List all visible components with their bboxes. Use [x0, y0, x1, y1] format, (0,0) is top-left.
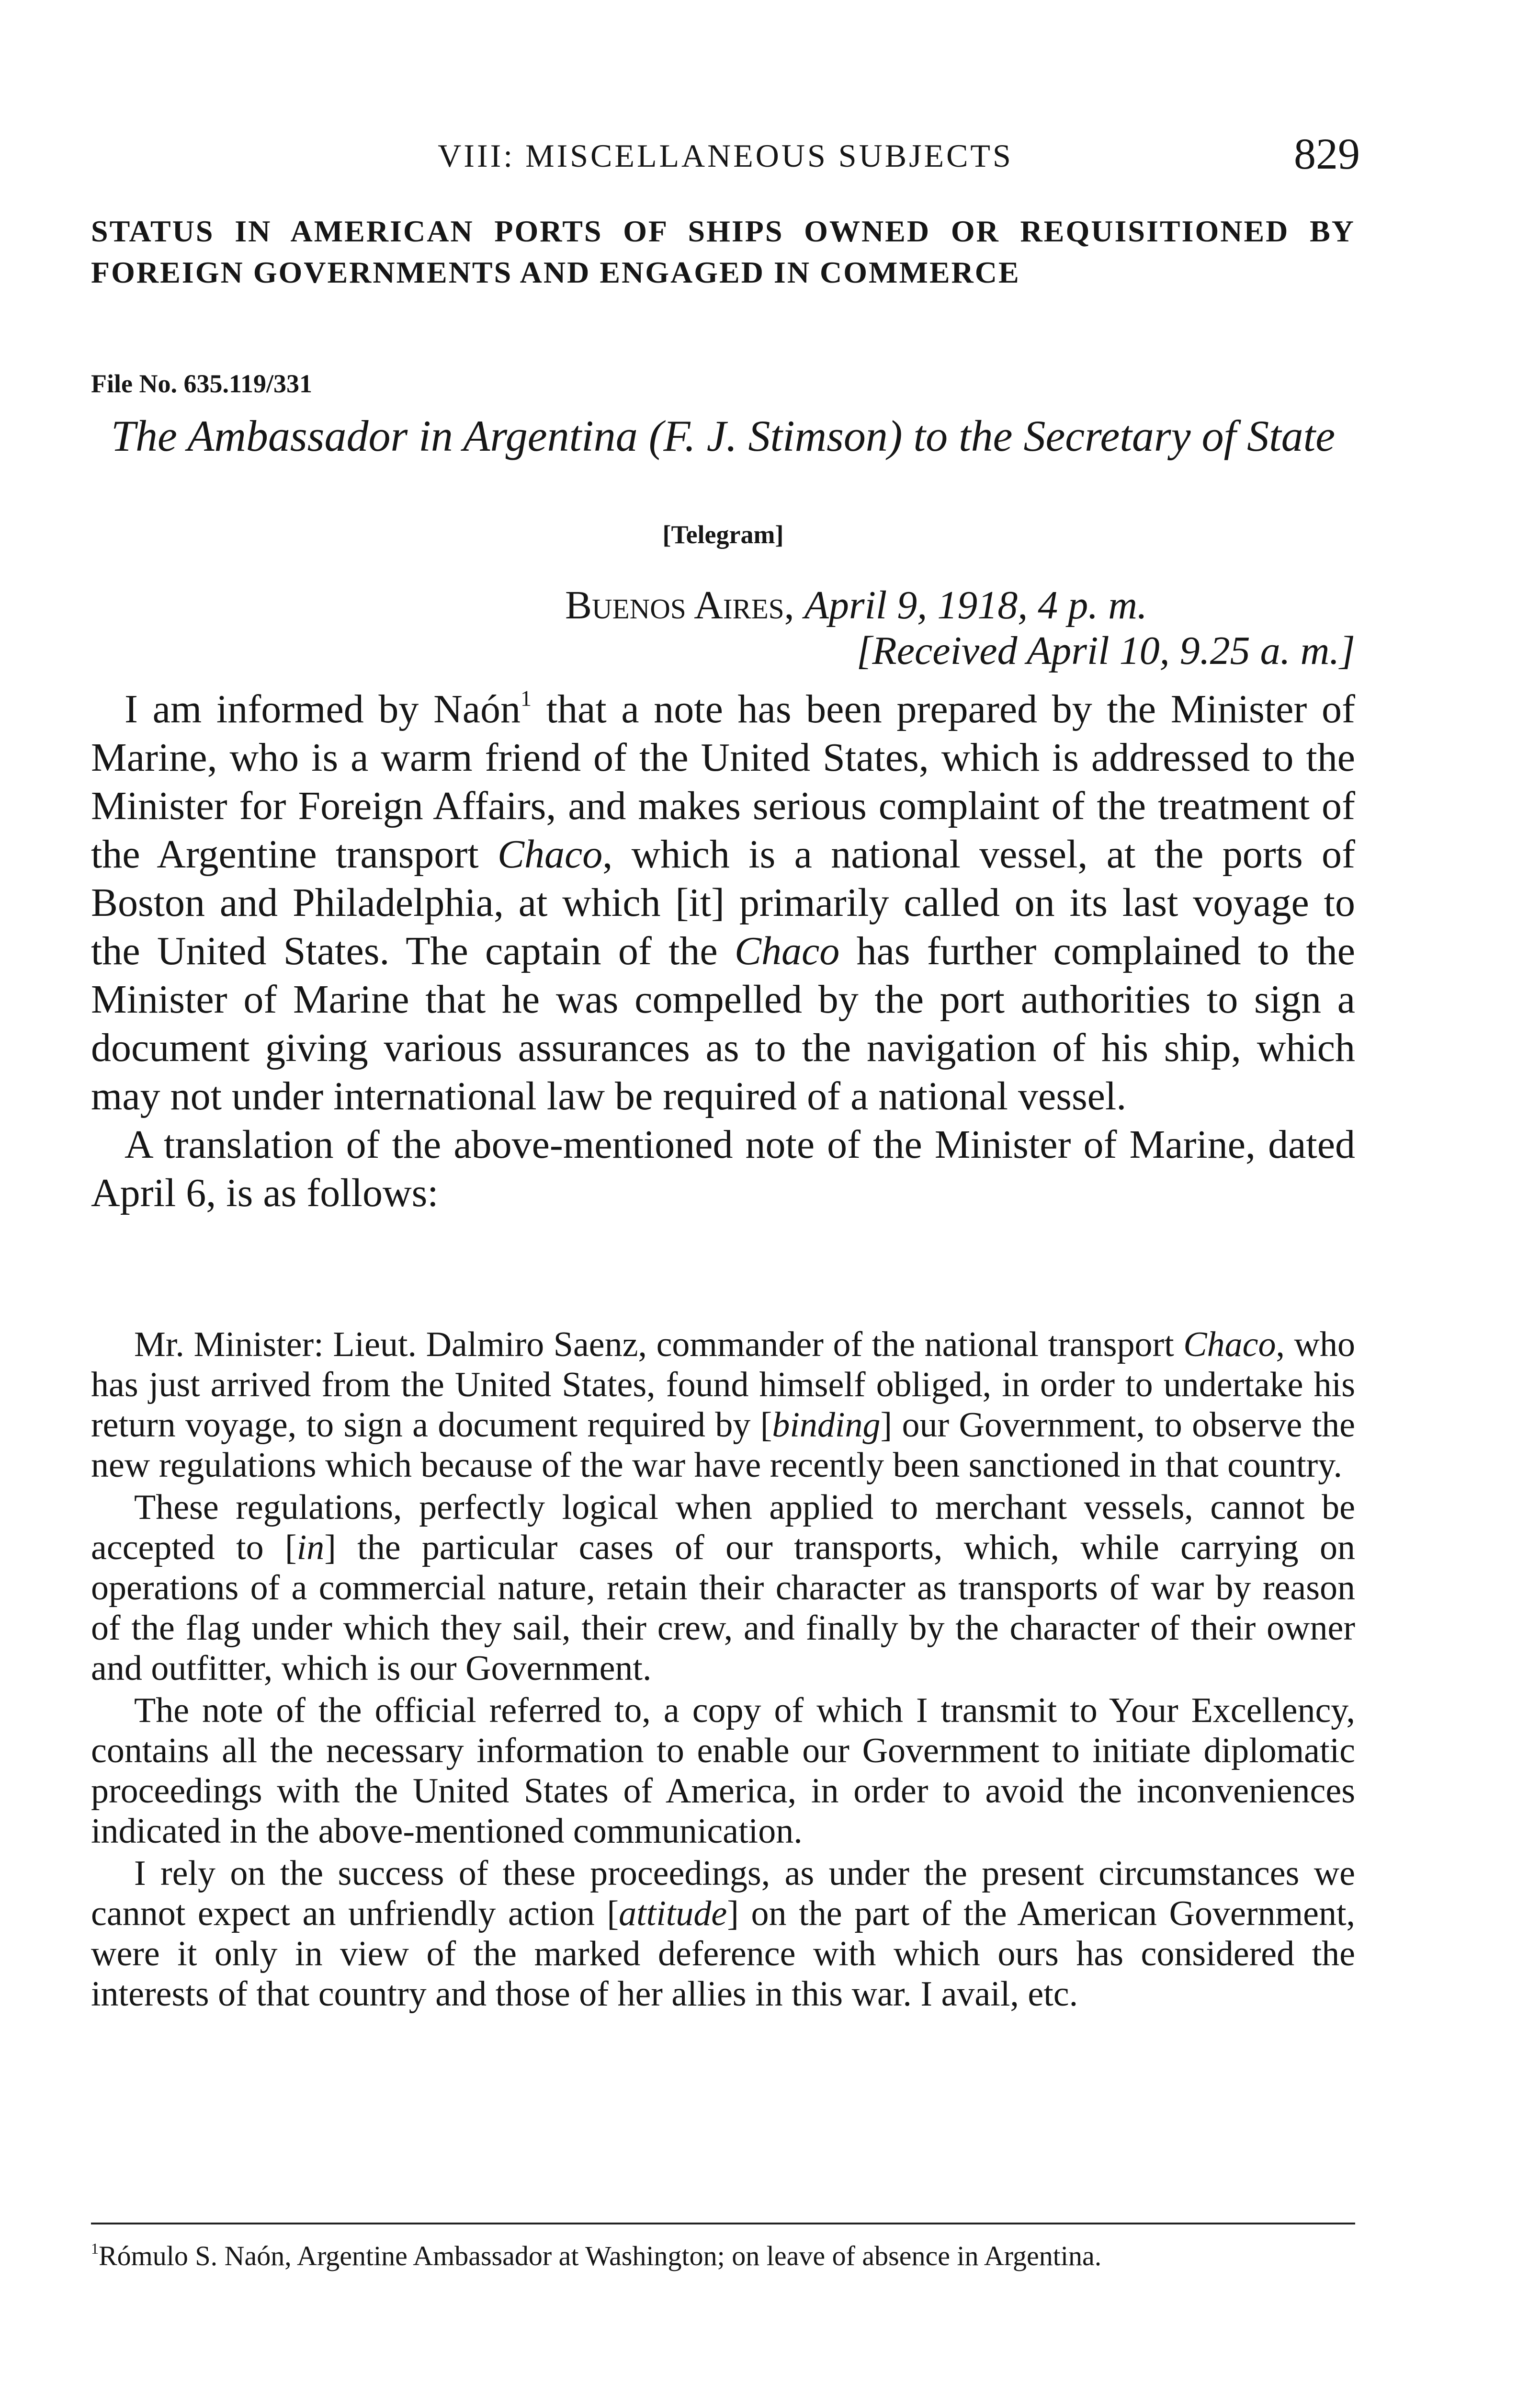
dateline-place: Buenos Aires, [565, 583, 794, 627]
footnote [91, 2239, 1355, 2273]
body-text-run: that a note has been prepared by the Minister of Marine, who is a warm friend of the United States, which is addressed to the Minister for Foreign Affairs, and makes serious complaint of the treatment of the Argentine transport [91, 687, 1355, 877]
footnote-number: 1 [91, 2240, 99, 2258]
received-line: [Received April 10, 9.25 a. m.] [856, 628, 1355, 673]
quote-paragraph-1 [91, 1324, 1355, 1485]
editorial-emendation: in [296, 1528, 325, 1567]
telegram-label: [Telegram] [662, 520, 784, 549]
quote-paragraph-2 [91, 1487, 1355, 1688]
section-heading: STATUS IN AMERICAN PORTS OF SHIPS OWNED OR REQUISITIONED BY FOREIGN GOVERNMENTS AND ENGAGED IN COMMERCE [91, 214, 1355, 289]
quote-text-run: I rely on the success of these proceedings, as under the present circumstances we cannot expect an unfriendly action [ [91, 1854, 1355, 1933]
quoted-note [91, 1324, 1355, 2016]
telegram-body [91, 685, 1355, 1217]
editorial-emendation: attitude [619, 1894, 727, 1933]
ship-name: Chaco [1183, 1325, 1276, 1364]
file-number: File No. 635.119/331 [91, 369, 312, 398]
ship-name: Chaco [734, 929, 840, 973]
body-text-run: has further complained to the Minister of Marine that he was compelled by the port authorities to sign a document giving various assurances as to the navigation of his ship, which may not under international law be required of a national vessel. [91, 929, 1355, 1118]
footnote-text: Rómulo S. Naón, Argentine Ambassador at Washington; on leave of absence in Argentina. [98, 2240, 1102, 2271]
quote-text-run: These regulations, perfectly logical when applied to merchant vessels, cannot be accepted to [ [91, 1488, 1355, 1567]
quote-paragraph-4 [91, 1853, 1355, 2014]
body-paragraph-1 [91, 685, 1355, 1120]
running-head-title: VIII: MISCELLANEOUS SUBJECTS [438, 137, 1013, 174]
quote-paragraph-3: The note of the official referred to, a copy of which I transmit to Your Excellency, contains all the necessary information to enable our Government to initiate diplomatic proceedings with the United States of America, in order to avoid the inconveniences indicated in the above-mentioned communication. [91, 1691, 1355, 1851]
footnote-reference: 1 [521, 686, 532, 711]
quote-text-run: ] our Government, to observe the new regulations which because of the war have recently been sanctioned in that country. [91, 1405, 1355, 1485]
editorial-emendation: binding [772, 1405, 881, 1445]
quote-text-run: ] the particular cases of our transports, which, while carrying on operations of a commercial nature, retain their character as transports of war by reason of the flag under which they sail, their crew, and finally by the character of their owner and outfitter, which is our Government. [91, 1528, 1355, 1688]
page-number: 829 [1294, 129, 1360, 178]
dateline [565, 582, 1147, 628]
dateline-date: April 9, 1918, 4 p. m. [804, 583, 1147, 627]
ship-name: Chaco [497, 832, 603, 877]
body-text-run: I am informed by Naón [125, 687, 521, 731]
quote-text-run: Mr. Minister: Lieut. Dalmiro Saenz, commander of the national transport [134, 1325, 1184, 1364]
footnote-rule [91, 2223, 1355, 2224]
body-paragraph-2: A translation of the above-mentioned note of the Minister of Marine, dated April 6, is as follows: [91, 1122, 1355, 1215]
body-text-run: , which is a national vessel, at the ports of Boston and Philadelphia, at which [it] primarily called on its last voyage to the United States. The captain of the [91, 832, 1355, 973]
quote-text-run: ] on the part of the American Government, were it only in view of the marked deference with which ours has considered the interests of that country and those of her allies in this war. I avail, etc. [91, 1894, 1356, 2014]
document-title: The Ambassador in Argentina (F. J. Stimson) to the Secretary of State [111, 411, 1336, 460]
running-head [91, 128, 1360, 181]
quote-text-run: , who has just arrived from the United States, found himself obliged, in order to undertake his return voyage, to sign a document required by [ [91, 1325, 1355, 1445]
